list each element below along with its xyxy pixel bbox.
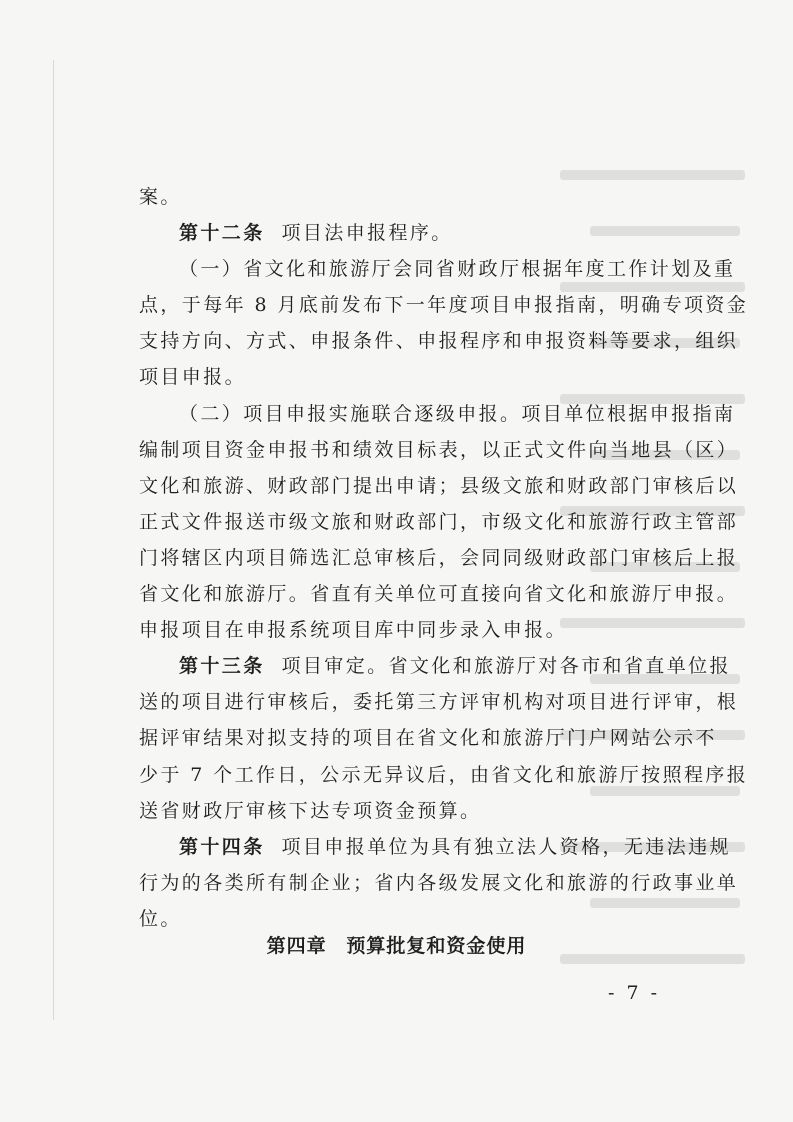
text-line: 门将辖区内项目筛选汇总审核后，会同同级财政部门审核后上报 — [139, 546, 739, 569]
chapter-heading — [0, 931, 793, 958]
article-text: 项目审定。省文化和旅游厅对各市和省直单位报 — [281, 655, 731, 678]
text-line: 支持方向、方式、申报条件、申报程序和申报资料等要求，组织 — [139, 330, 739, 353]
body-text — [139, 179, 749, 937]
text-line: 申报项目在申报系统项目库中同步录入申报。 — [139, 619, 568, 642]
text-line: 省文化和旅游厅。省直有关单位可直接向省文化和旅游厅申报。 — [139, 583, 739, 606]
page-number: - 7 - — [607, 982, 660, 1004]
text-line: 文化和旅游、财政部门提出申请；县级文旅和财政部门审核后以 — [139, 474, 739, 497]
text-line: 行为的各类所有制企业；省内各级发展文化和旅游的行政事业单 — [139, 871, 739, 894]
text-line: （二）项目申报实施联合逐级申报。项目单位根据申报指南 — [179, 402, 736, 425]
text-line: 案。 — [139, 186, 182, 208]
text-line: 据评审结果对拟支持的项目在省文化和旅游厅门户网站公示不 — [139, 727, 717, 750]
article-label: 第十三条 — [179, 655, 265, 678]
text-line: 送省财政厅审核下达专项资金预算。 — [139, 799, 482, 822]
text-line: 项目申报。 — [139, 366, 247, 389]
text-line: 正式文件报送市级文旅和财政部门，市级文化和旅游行政主管部 — [139, 510, 739, 533]
article-12-heading — [139, 215, 657, 251]
text-line: 编制项目资金申报书和绩效目标表，以正式文件向当地县（区） — [139, 438, 739, 461]
article-label: 第十四条 — [179, 835, 265, 858]
text-line: （一）省文化和旅游厅会同省财政厅根据年度工作计划及重 — [179, 258, 736, 281]
chapter-title: 预算批复和资金使用 — [346, 935, 527, 957]
text-line: 位。 — [139, 907, 182, 930]
text-line: 少于 7 个工作日，公示无异议后，由省文化和旅游厅按照程序报 — [139, 763, 749, 786]
chapter-number: 第四章 — [266, 935, 327, 957]
article-text: 项目申报单位为具有独立法人资格，无违法违规 — [281, 835, 731, 858]
article-title: 项目法申报程序。 — [281, 222, 453, 245]
page-edge-shadow — [53, 60, 54, 1020]
article-14-line — [139, 829, 731, 865]
article-13-line — [139, 648, 731, 684]
text-line: 点，于每年 8 月底前发布下一年度项目申报指南，明确专项资金 — [139, 294, 749, 317]
text-line: 送的项目进行审核后，委托第三方评审机构对项目进行评审，根 — [139, 691, 739, 714]
article-label: 第十二条 — [179, 222, 265, 245]
